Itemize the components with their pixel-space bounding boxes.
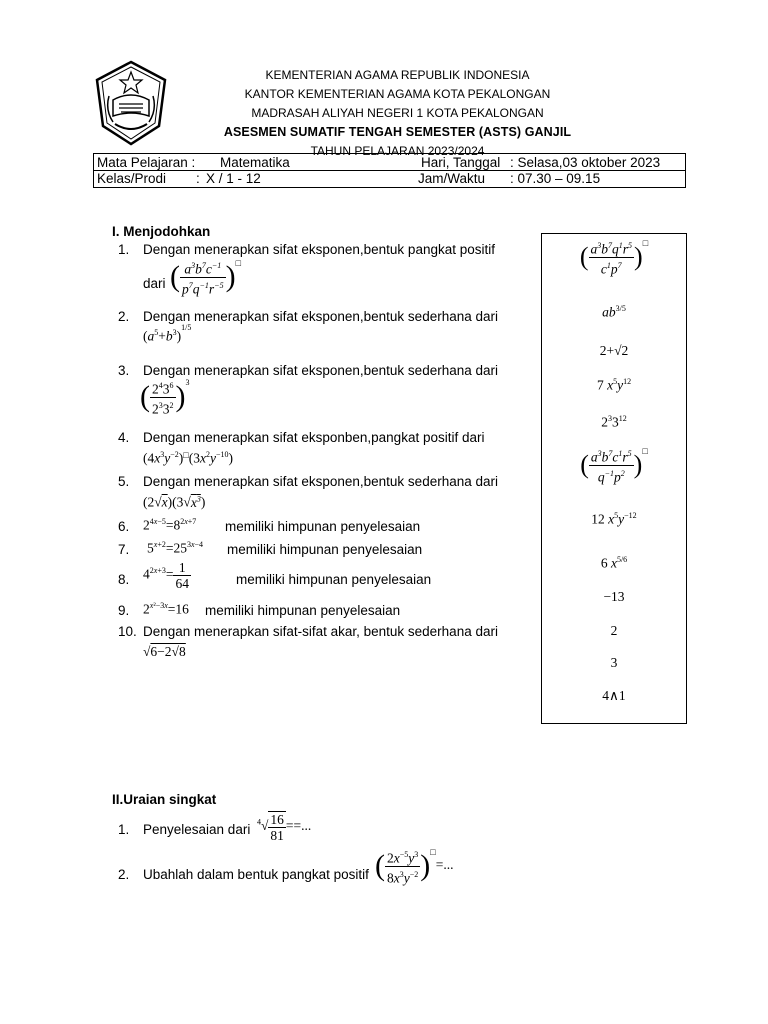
answer-option-10: 2: [610, 623, 618, 638]
question-2-expression: $(a^5+b^3)^{1/5}$: [143, 323, 192, 344]
day-label: Hari, Tanggal: [421, 155, 501, 170]
exam-page: KEMENTERIAN AGAMA REPUBLIK INDONESIA KANTOR KEMENTERIAN AGAMA KOTA PEKALONGAN MADRASAH ALIYAH NEGERI 1 KOTA PEKALONGAN ASESMEN SUMATIF TENGAH SEMESTER (ASTS) GANJIL TAHUN PELAJARAN 2023/2024 Mata Pelajaran : Matematika Hari, Tanggal : Selasa,03 oktober 2023 Kelas/Prodi : X / 1 - 12 Jam/Waktu : 07.30 – 09.15 I. Menjodohkan 1. Dengan menerapkan sifat eksponen,bentuk pangkat positif dari ( $\frac{a^3b^7c^{-1}}{p^7q^{-1}r^{-5}}$ )□ 2. Dengan menerapkan sifat eksponen,bentuk sederhana dari $(a^5+b^3)^{1/5}$ 3. Dengan menerapkan sifat eksponen,bentuk sederhana dari ( $\frac{2^43^6}{2^33^2}$ )$^3$ 4. Dengan menerapkan sifat eksponben,pangkat positif dari $(4x^3y^{-2})^□(3x^2y^{-10})$ 5. Dengan menerapkan sifat eksponen,bentuk sederhana dari $(2√x)(3√x^3)$ 6. $2^{4x-5}=8^{2x+7}$ memiliki himpunan penyelesaian 7. $5^{x+2}=25^{3x-4}$ memiliki himpunan penyelesaian 8. memiliki himpunan penyelesaian $4^{2x+3}=$ $\frac{1}{64}$ 9. $2^{x^2-3x}=16$ memiliki himpunan penyelesaian 10. Dengan menerapkan sifat-sifat akar, bentuk sederhana dari √6−2√8 ( $\frac{a^3b^7q^1r^5}{c^1p^7}$ )□ $ab^{3/5}$ 2+√2 7 $x^5y^{12}$ $2^33^{12}$ ( $\frac{a^3b^7c^1r^5}{q^{-1}p^2}$ )□ 12 $x^5y^{-12}$ 6 $x^{5/6}$ −13 2 3 4∧1 II.Uraian singkat 1. Penyelesaian dari $^4$√ $\frac{16}{81}$ ==... 2. Ubahlah dalam bentuk pangkat positif ( $\frac{2x^{-5}y^3}{8x^3y^{-2}}$ )□=...: [0, 0, 768, 1024]
question-5-expression: $(2√x)(3√x^3)$: [143, 494, 206, 510]
section1-title: I. Menjodohkan: [112, 224, 211, 239]
academic-year: TAHUN PELAJARAN 2023/2024: [310, 144, 485, 158]
header-line1: KEMENTERIAN AGAMA REPUBLIK INDONESIA: [265, 68, 530, 82]
answer-option-9: −13: [603, 589, 625, 604]
time-value: : 07.30 – 09.15: [510, 171, 601, 186]
subject-value: Matematika: [220, 155, 290, 170]
question-1-expression: ( $\frac{a^3b^7c^{-1}}{p^7q^{-1}r^{-5}}$ )□: [170, 258, 242, 296]
answer-option-3: 2+√2: [599, 343, 629, 358]
class-value: X / 1 - 12: [206, 171, 261, 186]
header-line3: MADRASAH ALIYAH NEGERI 1 KOTA PEKALONGAN: [251, 106, 544, 120]
exam-info-table: [93, 153, 686, 188]
answer-option-2: $ab^{3/5}$: [602, 304, 626, 320]
answer-option-11: 3: [610, 655, 618, 670]
answer-option-7: 12 $x^5y^{-12}$: [591, 511, 637, 527]
question-8-expression: $4^{2x+3}=$ $\frac{1}{64}$: [143, 560, 189, 591]
answer-option-1: ( $\frac{a^3b^7q^1r^5}{c^1p^7}$ )□: [579, 238, 649, 276]
day-value: : Selasa,03 oktober 2023: [510, 155, 661, 170]
ministry-logo-icon: [95, 60, 167, 146]
answer-option-8: 6 $x^{5/6}$: [600, 555, 628, 571]
header-line2: KANTOR KEMENTERIAN AGAMA KOTA PEKALONGAN: [244, 87, 551, 101]
question-1-dari: dari: [143, 276, 166, 291]
question-3-expression: ( $\frac{2^43^6}{2^33^2}$ )$^3$: [140, 378, 190, 416]
essay-question-1-expression: $^4$√ $\frac{16}{81}$ ==...: [257, 812, 312, 843]
time-label: Jam/Waktu: [418, 171, 486, 186]
class-colon: :: [196, 171, 200, 186]
question-4-expression: $(4x^3y^{-2})^□(3x^2y^{-10})$: [143, 450, 233, 466]
school-header: [200, 66, 595, 161]
answer-option-6: ( $\frac{a^3b^7c^1r^5}{q^{-1}p^2}$ )□: [580, 446, 648, 484]
class-label: Kelas/Prodi: [97, 171, 167, 186]
answer-option-4: 7 $x^5y^{12}$: [596, 377, 632, 393]
exam-title: ASESMEN SUMATIF TENGAH SEMESTER (ASTS) GANJIL: [223, 125, 572, 139]
question-10-expression: √6−2√8: [143, 644, 186, 659]
essay-question-2-expression: ( $\frac{2x^{-5}y^3}{8x^3y^{-2}}$ )□=...: [375, 847, 454, 885]
section2-title: II.Uraian singkat: [112, 792, 217, 807]
subject-label: Mata Pelajaran :: [97, 155, 196, 170]
answer-option-5: $2^33^{12}$: [601, 414, 627, 430]
answer-options-box: [541, 233, 687, 724]
answer-option-12: 4∧1: [602, 688, 626, 703]
